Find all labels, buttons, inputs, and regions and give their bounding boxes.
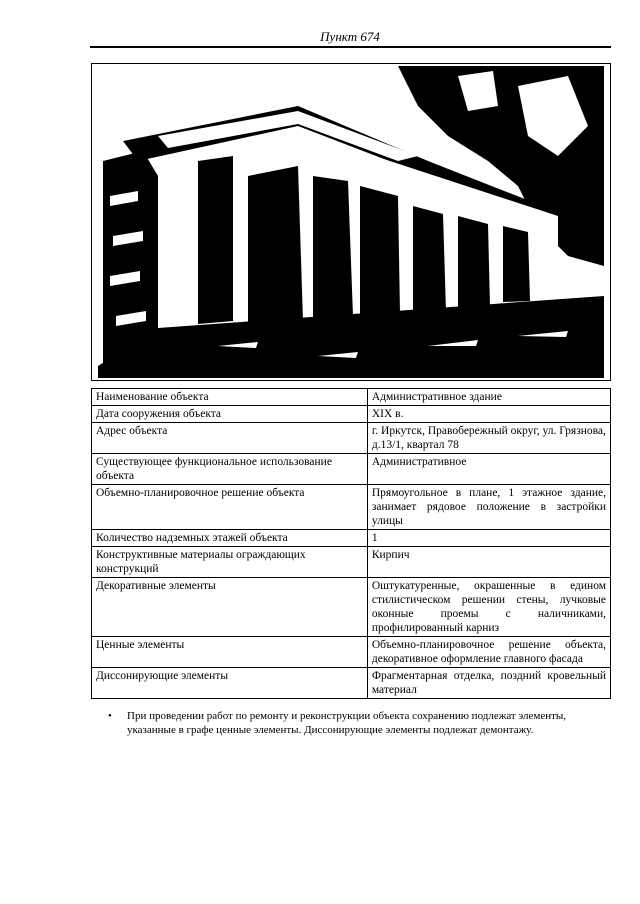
table-row bbox=[92, 485, 611, 530]
table-row bbox=[92, 547, 611, 578]
note-text: При проведении работ по ремонту и реконструкции объекта сохранению подлежат элементы, указанные в графе ценные элементы. Диссонирующие элементы подлежат демонтажу. bbox=[127, 710, 567, 736]
object-info-table bbox=[91, 388, 611, 699]
table-row bbox=[92, 454, 611, 485]
row-label: Существующее функциональное использование объекта bbox=[92, 454, 368, 485]
row-label: Количество надземных этажей объекта bbox=[92, 530, 368, 547]
row-value: Административное здание bbox=[367, 389, 610, 406]
building-photo-icon bbox=[98, 66, 604, 378]
table-row bbox=[92, 637, 611, 668]
row-value: XIX в. bbox=[367, 406, 610, 423]
row-label: Декоративные элементы bbox=[92, 578, 368, 637]
bullet-icon: • bbox=[108, 710, 112, 722]
row-label: Дата сооружения объекта bbox=[92, 406, 368, 423]
table-row bbox=[92, 389, 611, 406]
row-label: Ценные элементы bbox=[92, 637, 368, 668]
table-row bbox=[92, 530, 611, 547]
table-row bbox=[92, 406, 611, 423]
row-value: Оштукатуренные, окрашенные в едином стилистическом решении стены, лучковые оконные проемы с наличниками, профилированный карниз bbox=[367, 578, 610, 637]
table-row bbox=[92, 668, 611, 699]
building-photo bbox=[91, 63, 611, 381]
row-label: Адрес объекта bbox=[92, 423, 368, 454]
row-label: Наименование объекта bbox=[92, 389, 368, 406]
header-divider bbox=[90, 46, 611, 48]
row-value: Прямоугольное в плане, 1 этажное здание, занимает рядовое положение в застройки улицы bbox=[367, 485, 610, 530]
row-value: 1 bbox=[367, 530, 610, 547]
table-row bbox=[92, 578, 611, 637]
row-value: Объемно-планировочное решение объекта, декоративное оформление главного фасада bbox=[367, 637, 610, 668]
row-value: Административное bbox=[367, 454, 610, 485]
row-label: Диссонирующие элементы bbox=[92, 668, 368, 699]
table-row bbox=[92, 423, 611, 454]
row-value: Кирпич bbox=[367, 547, 610, 578]
row-value: г. Иркутск, Правобережный округ, ул. Грязнова, д.13/1, квартал 78 bbox=[367, 423, 610, 454]
row-value: Фрагментарная отделка, поздний кровельный материал bbox=[367, 668, 610, 699]
row-label: Конструктивные материалы ограждающих конструкций bbox=[92, 547, 368, 578]
page-title: Пункт 674 bbox=[320, 29, 380, 44]
row-label: Объемно-планировочное решение объекта bbox=[92, 485, 368, 530]
